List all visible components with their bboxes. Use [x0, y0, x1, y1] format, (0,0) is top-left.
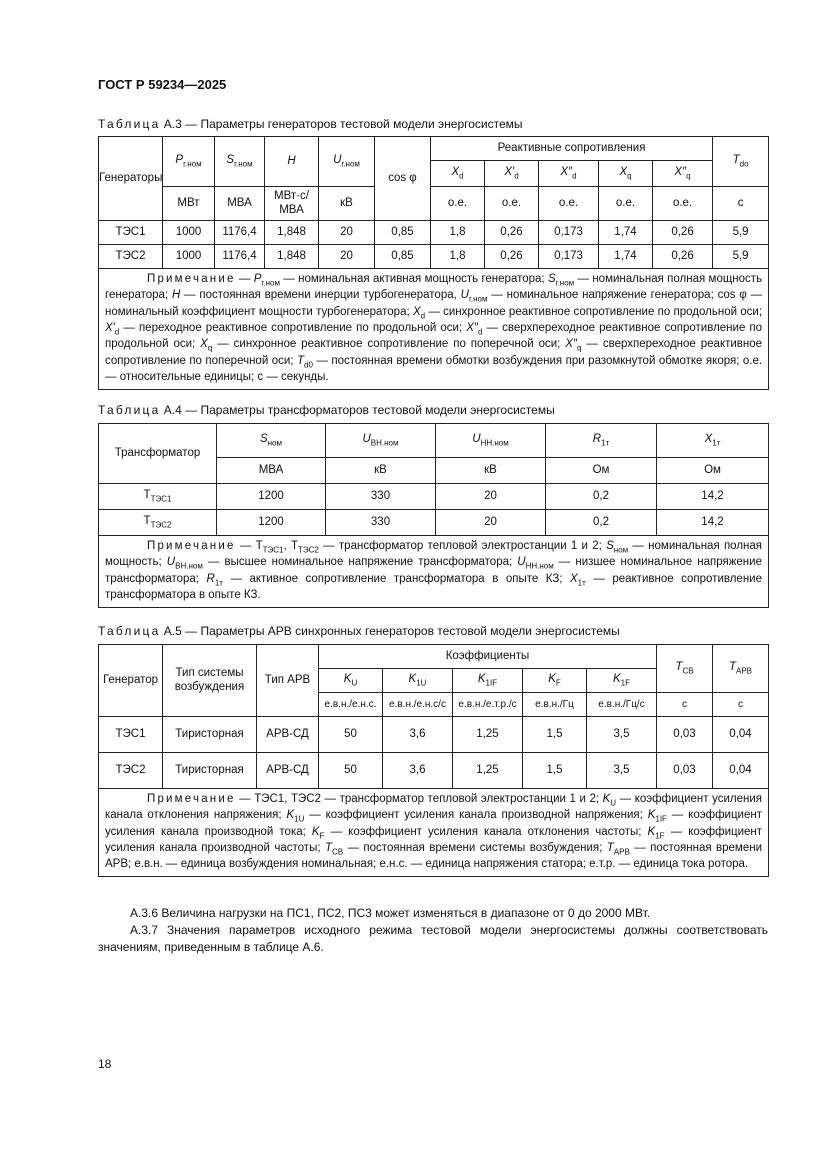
- col-r: $R_{1т}$: [546, 424, 657, 458]
- table-row: ТЭС1 1000 1176,4 1,848 20 0,85 1,8 0,26 0,173 1,74 0,26 5,9: [99, 221, 769, 245]
- col-kf: $K_F$: [523, 669, 587, 693]
- col-t: $T_{do}$: [713, 137, 769, 187]
- table-row: ТЭС1 Тиристорная АРВ-СД 50 3,6 1,25 1,5 3,5 0,03 0,04: [99, 717, 769, 753]
- document-header: ГОСТ Р 59234—2025: [98, 77, 227, 92]
- table-row: ТЭС2 1000 1176,4 1,848 20 0,85 1,8 0,26 0,173 1,74 0,26 5,9: [99, 245, 769, 269]
- body-text: [98, 905, 768, 955]
- col-p: $P_{г.ном}$: [163, 137, 215, 187]
- unit-xd: о.е.: [431, 187, 485, 221]
- col-k1if: $K_{1IF}$: [453, 669, 523, 693]
- table-a3-note: Примечание — $P_{г.ном}$ — номинальная активная мощность генератора; $S_{г.ном}$ — номинальная полная мощность генератора; H — постоянная времени инерции турбогенератора, $U_{г.ном}$ — номинальное напряжение генератора; cos φ — номинальный коэффициент мощности турбогенератора; $X_d$ — синхронное реактивное сопротивление по продольной оси; $X'_d$ — переходное реактивное сопротивление по продольной оси; $X''_d$ — сверхпереходное реактивное сопротивление по продольной оси; $X_q$ — синхронное реактивное сопротивление по поперечной оси; $X''_q$ — сверхпереходное реактивное сопротивление по поперечной оси; $T_{d0}$ — постоянная времени обмотки возбуждения при разомкнутой обмотке якоря; о.е. — относительные единицы; с — секунды.: [99, 269, 769, 390]
- table-a4: [98, 423, 769, 608]
- col-xd: $X_d$: [431, 161, 485, 187]
- col-unn: $U_{НН.ном}$: [436, 424, 546, 458]
- table-a3: [98, 136, 769, 390]
- col-group-coefficients: Коэффициенты: [319, 645, 657, 669]
- unit-xd1: о.е.: [485, 187, 539, 221]
- table-row: $Т_{ТЭС1}$ 1200 330 20 0,2 14,2: [99, 484, 769, 510]
- unit-xq: о.е.: [599, 187, 653, 221]
- col-xd2: $X''_d$: [539, 161, 599, 187]
- page-number: 18: [98, 1057, 112, 1071]
- col-h: H: [265, 137, 319, 187]
- col-generator: Генератор: [99, 645, 163, 717]
- col-u: $U_{г.ном}$: [319, 137, 375, 187]
- col-tcb: $T_{СВ}$: [657, 645, 713, 693]
- col-group-reactances: Реактивные сопротивления: [431, 137, 713, 161]
- col-generators: Генераторы: [99, 137, 163, 221]
- col-s: $S_{ном}$: [217, 424, 326, 458]
- table-a5-note: Примечание — ТЭС1, ТЭС2 — трансформатор тепловой электростанции 1 и 2; $K_U$ — коэффициент усиления канала отклонения напряжения; $K_{1U}$ — коэффициент усиления канала производной напряжения; $K_{1IF}$ — коэффициент усиления канала производной тока; $K_F$ — коэффициент усиления канала отклонения частоты; $K_{1F}$ — коэффициент усиления канала производной частоты; $T_{СВ}$ — постоянная времени системы возбуждения; $T_{АРВ}$ — постоянная времени АРВ; е.в.н. — единица возбуждения номинальная; е.н.с. — единица напряжения статора; е.т.р. — единица тока ротора.: [99, 789, 769, 877]
- col-xq: $X_q$: [599, 161, 653, 187]
- table-a3-caption: [98, 117, 523, 131]
- table-a5: [98, 644, 769, 877]
- unit-tcb: с: [657, 693, 713, 717]
- col-xq2: $X''_q$: [653, 161, 713, 187]
- unit-unn: кВ: [436, 458, 546, 484]
- col-s: $S_{г.ном}$: [215, 137, 265, 187]
- unit-xd2: о.е.: [539, 187, 599, 221]
- col-transformer: Трансформатор: [99, 424, 217, 484]
- unit-t: с: [713, 187, 769, 221]
- col-cos: cos φ: [375, 137, 431, 221]
- unit-x: Ом: [657, 458, 769, 484]
- unit-ku: е.в.н./е.н.с.: [319, 693, 383, 717]
- col-tarv: $T_{АРВ}$: [713, 645, 769, 693]
- col-exc-type: Тип системы возбуждения: [163, 645, 257, 717]
- unit-r: Ом: [546, 458, 657, 484]
- col-x: $X_{1т}$: [657, 424, 769, 458]
- caption-text: А.3 — Параметры генераторов тестовой модели энергосистемы: [163, 117, 523, 131]
- unit-tarv: с: [713, 693, 769, 717]
- col-ku: $K_U$: [319, 669, 383, 693]
- table-a4-caption: Таблица А.4 — Параметры трансформаторов тестовой модели энергосистемы: [98, 403, 555, 417]
- caption-word: Таблица: [98, 117, 161, 131]
- paragraph-a36: А.3.6 Величина нагрузки на ПС1, ПС2, ПС3 может изменяться в диапазоне от 0 до 2000 МВт.: [130, 906, 651, 920]
- unit-p: МВт: [163, 187, 215, 221]
- unit-k1f: е.в.н./Гц/с: [587, 693, 657, 717]
- unit-s: МВА: [217, 458, 326, 484]
- table-a4-note: Примечание — $Т_{ТЭС1}$, $Т_{ТЭС2}$ — трансформатор тепловой электростанции 1 и 2; $S_{ном}$ — номинальная полная мощность; $U_{ВН.ном}$ — высшее номинальное напряжение трансформатора; $U_{НН.ном}$ — низшее номинальное напряжение трансформатора; $R_{1т}$ — активное сопротивление трансформатора в опыте КЗ; $X_{1т}$ — реактивное сопротивление трансформатора в опыте КЗ.: [99, 536, 769, 608]
- table-a5-caption: Таблица А.5 — Параметры АРВ синхронных генераторов тестовой модели энергосистемы: [98, 624, 620, 638]
- table-row: $Т_{ТЭС2}$ 1200 330 20 0,2 14,2: [99, 510, 769, 536]
- unit-s: МВА: [215, 187, 265, 221]
- unit-h: МВт·с/МВА: [265, 187, 319, 221]
- unit-k1u: е.в.н./е.н.с/с: [383, 693, 453, 717]
- unit-u: кВ: [319, 187, 375, 221]
- col-k1u: $K_{1U}$: [383, 669, 453, 693]
- col-arv-type: Тип АРВ: [257, 645, 319, 717]
- unit-k1if: е.в.н./е.т.р./с: [453, 693, 523, 717]
- col-k1f: $K_{1F}$: [587, 669, 657, 693]
- paragraph-a37: А.3.7 Значения параметров исходного режима тестовой модели энергосистемы должны соответствовать значениям, приведенным в таблице А.6.: [98, 922, 768, 954]
- col-xd1: $X'_d$: [485, 161, 539, 187]
- unit-kf: е.в.н./Гц: [523, 693, 587, 717]
- table-row: ТЭС2 Тиристорная АРВ-СД 50 3,6 1,25 1,5 3,5 0,03 0,04: [99, 753, 769, 789]
- unit-uvn: кВ: [326, 458, 436, 484]
- unit-xq2: о.е.: [653, 187, 713, 221]
- col-uvn: $U_{ВН.ном}$: [326, 424, 436, 458]
